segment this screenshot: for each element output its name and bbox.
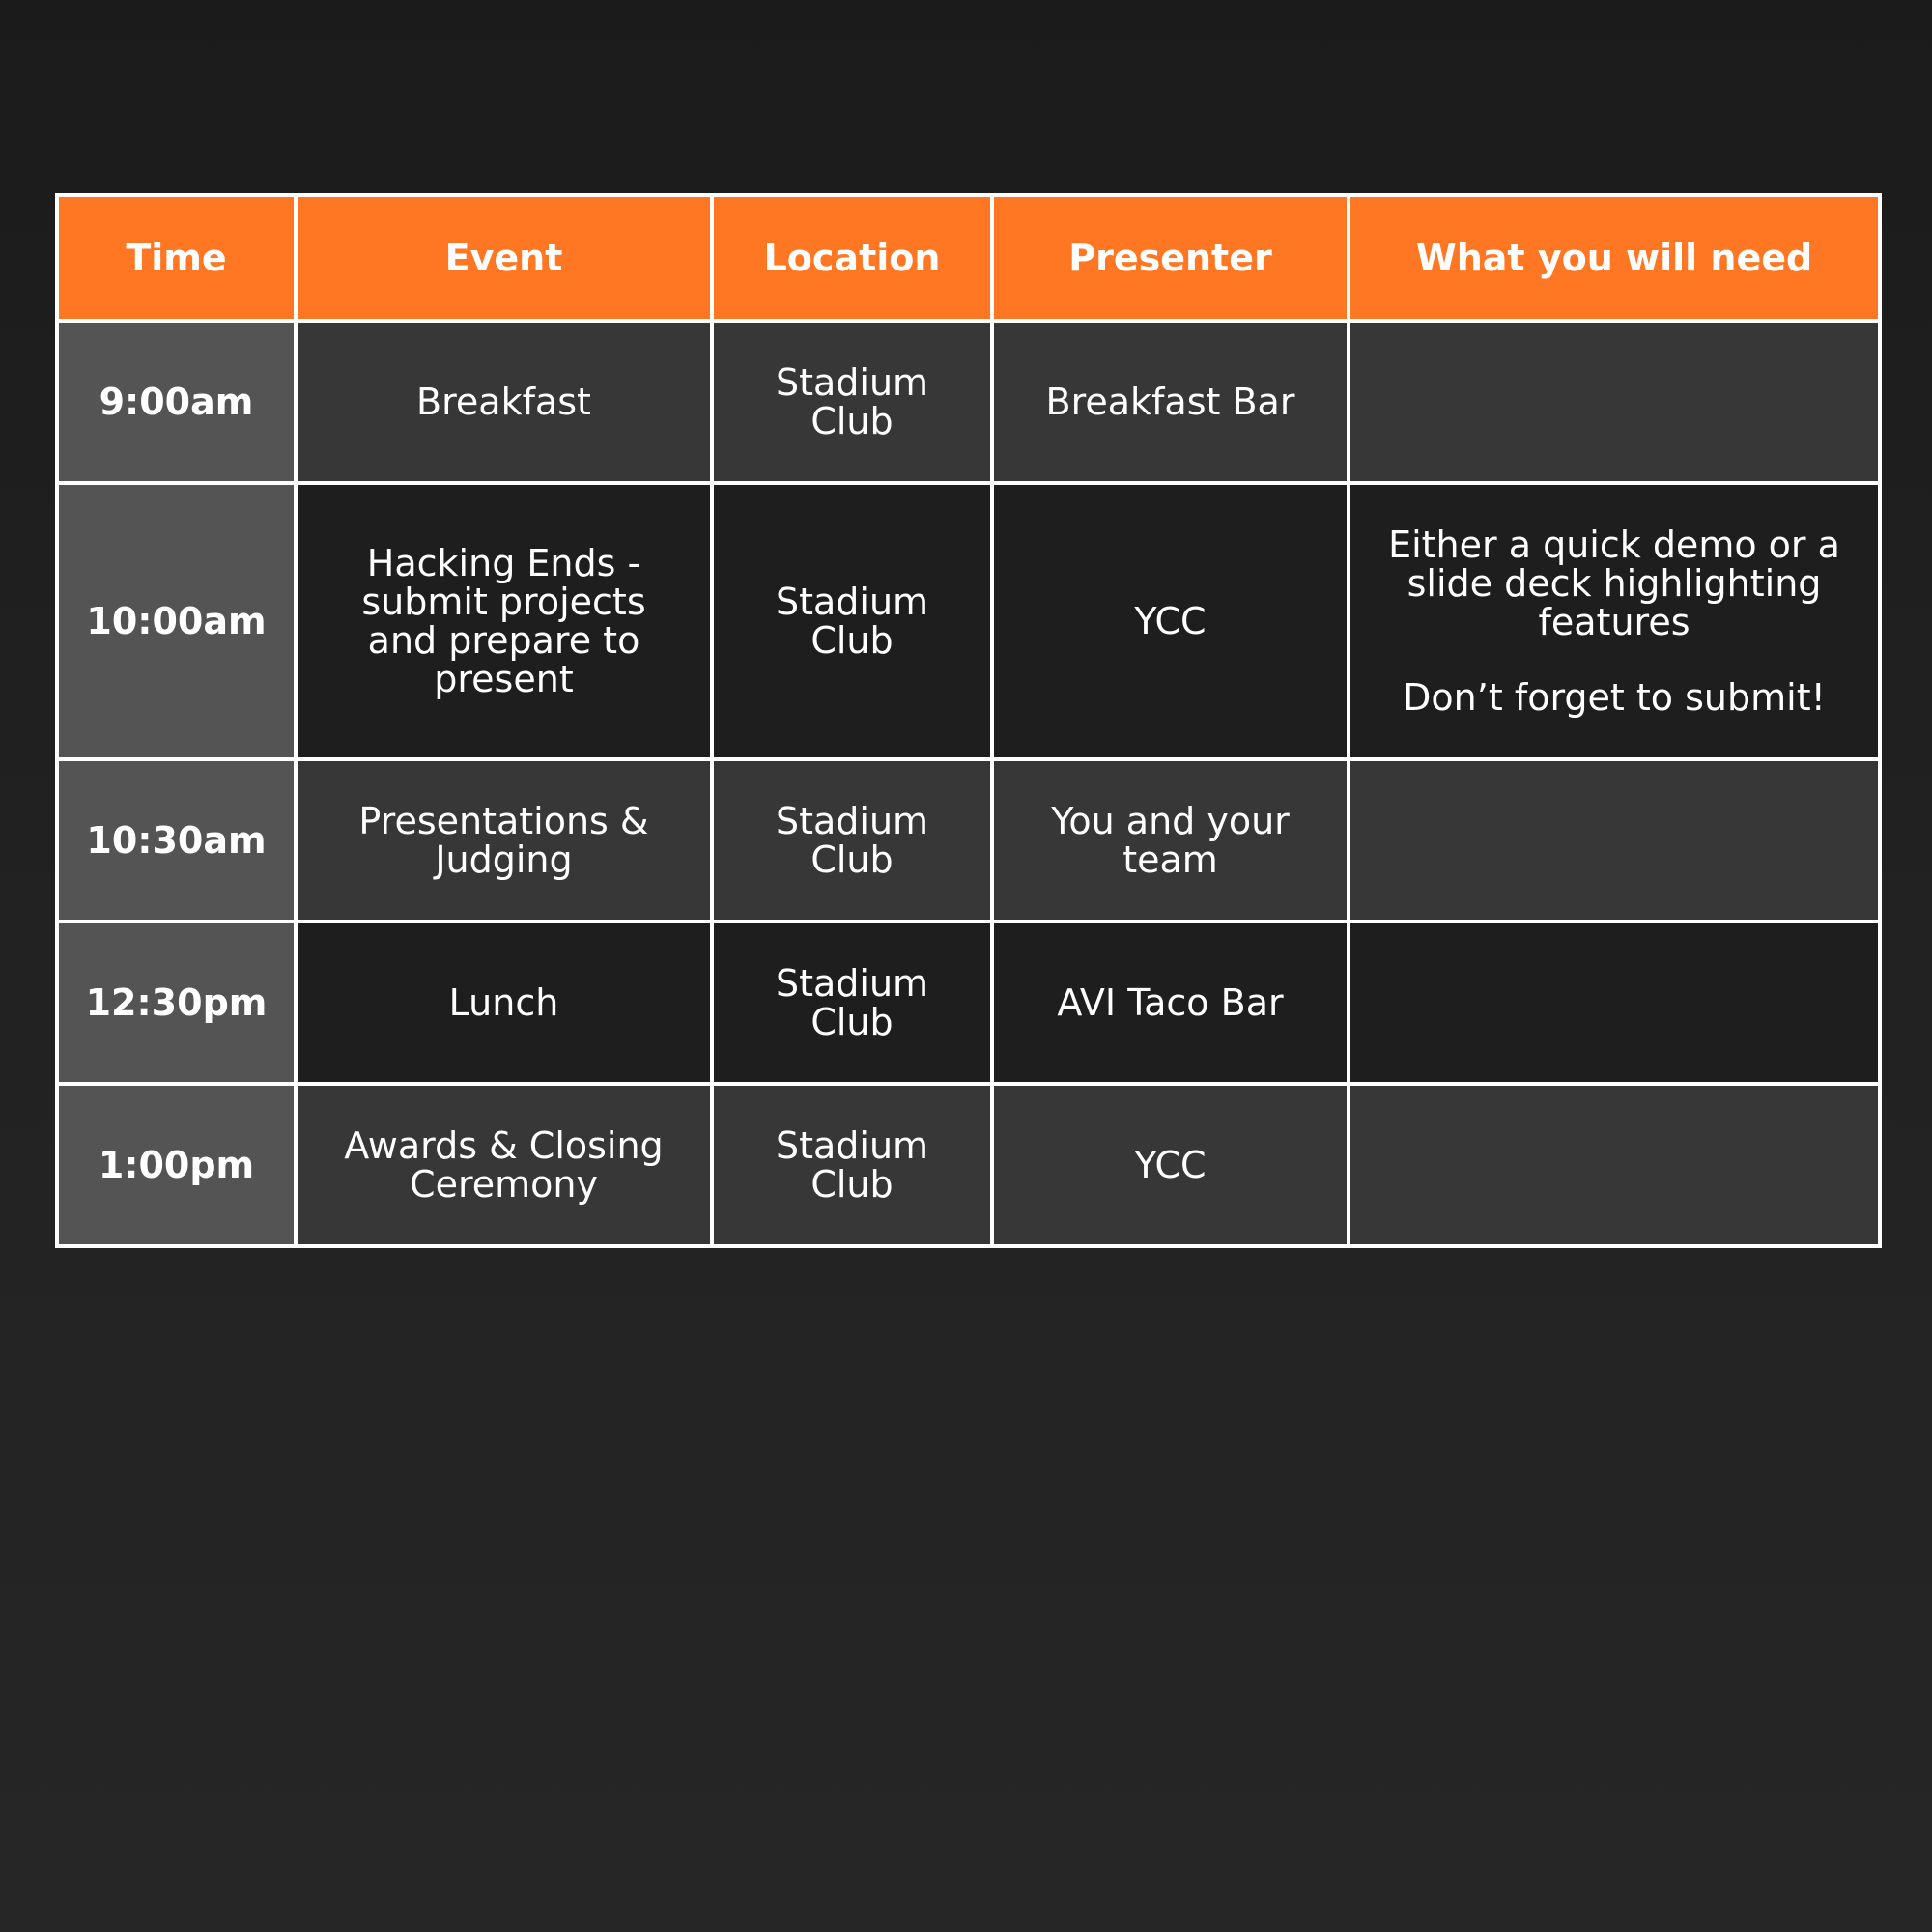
event-text: Hacking Ends - xyxy=(366,542,641,584)
needs-cell xyxy=(1349,1084,1880,1246)
location-text: Club xyxy=(810,619,894,662)
presenter-text: team xyxy=(1122,838,1218,881)
presenter-cell xyxy=(992,483,1349,759)
location-text: Club xyxy=(810,1163,894,1206)
spacer xyxy=(1368,641,1861,678)
needs-cell xyxy=(1349,483,1880,759)
event-cell xyxy=(296,1084,712,1246)
header-location: Location xyxy=(712,195,992,321)
needs-text: slide deck highlighting xyxy=(1406,562,1822,605)
event-text: Lunch xyxy=(448,981,559,1024)
presenter-cell xyxy=(992,922,1349,1084)
location-cell xyxy=(712,759,992,922)
location-cell xyxy=(712,321,992,483)
schedule-table xyxy=(55,193,1882,1248)
time-cell: 9:00am xyxy=(57,321,296,483)
event-text: present xyxy=(434,658,574,700)
header-event: Event xyxy=(296,195,712,321)
presenter-cell xyxy=(992,759,1349,922)
location-text: Stadium xyxy=(775,1124,929,1167)
location-text: Club xyxy=(810,400,894,442)
presenter-text: YCC xyxy=(1134,600,1207,642)
header-time: Time xyxy=(57,195,296,321)
needs-cell xyxy=(1349,759,1880,922)
location-text: Stadium xyxy=(775,581,929,623)
presenter-text: AVI Taco Bar xyxy=(1057,981,1284,1024)
needs-text: features xyxy=(1538,601,1690,643)
event-cell xyxy=(296,759,712,922)
needs-text: Don’t forget to submit! xyxy=(1403,676,1826,719)
needs-cell xyxy=(1349,321,1880,483)
event-cell xyxy=(296,321,712,483)
table-row xyxy=(57,922,1880,1084)
presenter-cell xyxy=(992,1084,1349,1246)
needs-cell xyxy=(1349,922,1880,1084)
location-text: Club xyxy=(810,1001,894,1043)
location-text: Club xyxy=(810,838,894,881)
time-cell: 10:30am xyxy=(57,759,296,922)
event-text: Presentations & xyxy=(358,800,649,842)
header-row xyxy=(57,195,1880,321)
event-text: and prepare to xyxy=(367,619,640,662)
location-text: Stadium xyxy=(775,962,929,1005)
header-what-you-will-need: What you will need xyxy=(1349,195,1880,321)
time-cell: 12:30pm xyxy=(57,922,296,1084)
time-cell: 1:00pm xyxy=(57,1084,296,1246)
table-row xyxy=(57,759,1880,922)
presenter-text: Breakfast Bar xyxy=(1045,381,1295,423)
header-presenter: Presenter xyxy=(992,195,1349,321)
table-row xyxy=(57,1084,1880,1246)
event-text: Breakfast xyxy=(416,381,591,423)
presenter-cell xyxy=(992,321,1349,483)
location-cell xyxy=(712,1084,992,1246)
event-cell xyxy=(296,483,712,759)
event-text: Ceremony xyxy=(410,1163,598,1206)
event-cell xyxy=(296,922,712,1084)
event-text: Judging xyxy=(435,838,573,881)
location-text: Stadium xyxy=(775,800,929,842)
event-text: Awards & Closing xyxy=(344,1124,664,1167)
location-cell xyxy=(712,483,992,759)
presenter-text: You and your xyxy=(1051,800,1290,842)
event-text: submit projects xyxy=(361,581,646,623)
table-row xyxy=(57,483,1880,759)
presenter-text: YCC xyxy=(1134,1144,1207,1186)
location-text: Stadium xyxy=(775,361,929,404)
table-row xyxy=(57,321,1880,483)
time-cell: 10:00am xyxy=(57,483,296,759)
needs-text: Either a quick demo or a xyxy=(1388,524,1840,566)
location-cell xyxy=(712,922,992,1084)
